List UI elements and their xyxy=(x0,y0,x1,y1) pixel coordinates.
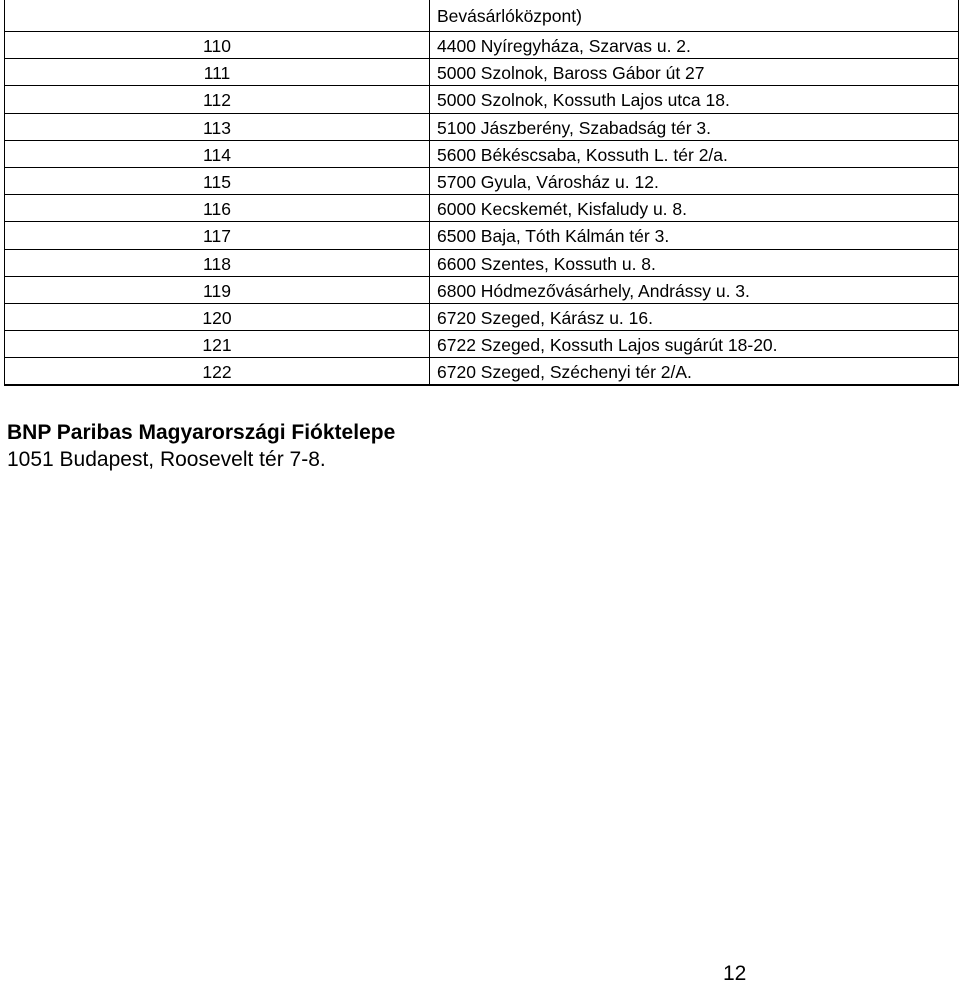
branch-number-cell: 120 xyxy=(202,307,232,328)
branch-number-cell: 119 xyxy=(203,280,231,301)
branch-number-cell: 116 xyxy=(203,199,231,220)
column-divider xyxy=(429,59,430,85)
column-divider xyxy=(429,195,430,221)
table-row-continued xyxy=(5,0,958,31)
column-divider xyxy=(429,331,430,357)
table-row xyxy=(5,303,958,330)
branch-address-cell: 6500 Baja, Tóth Kálmán tér 3. xyxy=(437,226,670,247)
branch-address-cell: 6800 Hódmezővásárhely, Andrássy u. 3. xyxy=(437,280,750,301)
branch-address-cell: 5100 Jászberény, Szabadság tér 3. xyxy=(437,117,712,138)
branch-address-cell: 6600 Szentes, Kossuth u. 8. xyxy=(437,253,656,274)
table-row xyxy=(5,330,958,357)
branch-number-cell: 115 xyxy=(203,171,231,192)
branch-number-cell: 118 xyxy=(203,253,231,274)
column-divider xyxy=(429,222,430,248)
branch-number-cell: 110 xyxy=(203,36,231,56)
office-block xyxy=(7,419,395,473)
table-row xyxy=(5,140,958,167)
column-divider xyxy=(429,250,430,276)
continued-address-cell: Bevásárlóközpont) xyxy=(437,6,582,26)
branch-table xyxy=(4,0,959,386)
branch-address-cell: 5700 Gyula, Városház u. 12. xyxy=(437,171,659,192)
table-row xyxy=(5,194,958,221)
table-body xyxy=(5,31,958,384)
column-divider xyxy=(429,0,430,31)
branch-address-cell: 6720 Szeged, Széchenyi tér 2/A. xyxy=(437,362,692,383)
column-divider xyxy=(429,168,430,194)
branch-address-cell: 4400 Nyíregyháza, Szarvas u. 2. xyxy=(437,36,691,56)
column-divider xyxy=(429,32,430,58)
column-divider xyxy=(429,114,430,140)
branch-number-cell: 112 xyxy=(203,90,231,111)
branch-number-cell: 117 xyxy=(203,226,231,247)
branch-address-cell: 6720 Szeged, Kárász u. 16. xyxy=(437,307,653,328)
table-row xyxy=(5,276,958,303)
branch-number-cell: 111 xyxy=(203,63,231,84)
branch-number-cell: 114 xyxy=(203,144,231,165)
branch-address-cell: 6000 Kecskemét, Kisfaludy u. 8. xyxy=(437,199,687,220)
column-divider xyxy=(429,141,430,167)
column-divider xyxy=(429,358,430,384)
table-row xyxy=(5,85,958,112)
branch-address-cell: 5000 Szolnok, Baross Gábor út 27 xyxy=(437,63,705,84)
office-address: 1051 Budapest, Roosevelt tér 7-8. xyxy=(7,448,326,471)
table-row xyxy=(5,167,958,194)
column-divider xyxy=(429,86,430,112)
branch-number-cell: 122 xyxy=(202,362,232,383)
table-row xyxy=(5,357,958,384)
office-name: BNP Paribas Magyarországi Fióktelepe xyxy=(7,421,396,444)
table-row xyxy=(5,221,958,248)
table-row xyxy=(5,58,958,85)
branch-address-cell: 5000 Szolnok, Kossuth Lajos utca 18. xyxy=(437,90,730,111)
table-row xyxy=(5,249,958,276)
table-row xyxy=(5,113,958,140)
branch-address-cell: 5600 Békéscsaba, Kossuth L. tér 2/a. xyxy=(437,144,728,165)
branch-address-cell: 6722 Szeged, Kossuth Lajos sugárút 18-20. xyxy=(437,335,778,356)
table-row xyxy=(5,31,958,58)
column-divider xyxy=(429,304,430,330)
column-divider xyxy=(429,277,430,303)
branch-number-cell: 121 xyxy=(202,335,232,356)
page-number: 12 xyxy=(723,962,747,985)
branch-number-cell: 113 xyxy=(203,117,231,138)
